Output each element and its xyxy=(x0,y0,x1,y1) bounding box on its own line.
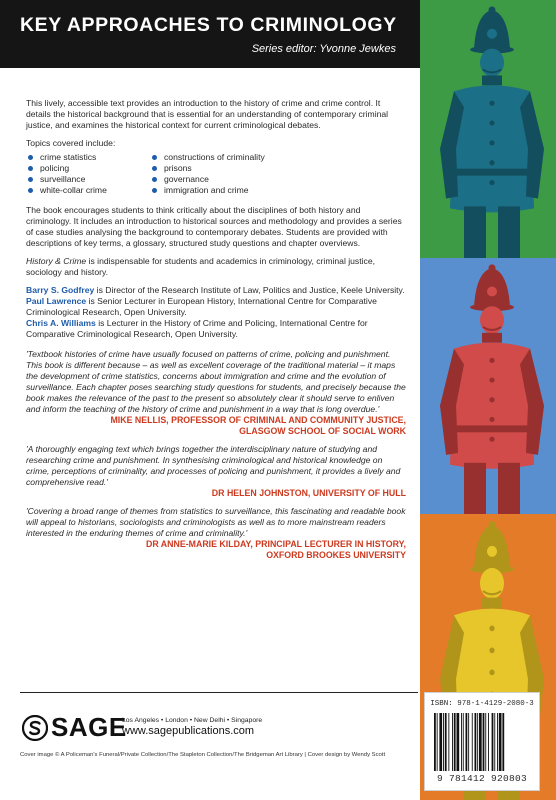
policeman-figure-icon xyxy=(420,0,556,258)
sage-emblem-icon xyxy=(22,715,48,741)
sage-logo xyxy=(22,712,127,743)
topic-item: constructions of criminality xyxy=(150,152,330,163)
review-text: 'A thoroughly engaging text which brings together the interdisciplinary nature of studying and researching crime and punishment. In synthesising criminological and historical knowledge on crime, perceptions of criminality, and processes of policing and punishment, it provides a lively and comprehensive read.' xyxy=(26,444,401,487)
barcode-bar xyxy=(454,713,456,771)
barcode-bar xyxy=(439,713,442,771)
author-bio xyxy=(26,296,406,318)
back-cover-text xyxy=(26,98,406,568)
barcode-bar xyxy=(466,713,468,771)
author-name: Chris A. Williams xyxy=(26,318,96,328)
barcode-icon xyxy=(434,713,530,773)
author-name: Barry S. Godfrey xyxy=(26,285,95,295)
audience-paragraph xyxy=(26,256,406,278)
series-header xyxy=(0,0,420,68)
barcode-bar xyxy=(488,713,489,771)
author-name: Paul Lawrence xyxy=(26,296,87,306)
barcode-bar xyxy=(492,713,494,771)
intro-paragraph: This lively, accessible text provides an introduction to the history of crime and crime control. It details the historical background that is essential for an understanding of contemporary criminal justice, and examines the historical context for current criminological debates. xyxy=(26,98,389,130)
barcode-bar xyxy=(437,713,438,771)
review-credit: DR ANNE-MARIE KILDAY, PRINCIPAL LECTURER IN HISTORY, xyxy=(145,539,406,549)
review-credit: MIKE NELLIS, PROFESSOR OF CRIMINAL AND COMMUNITY JUSTICE, xyxy=(110,415,406,425)
review-quote xyxy=(26,506,406,561)
sage-wordmark: SAGE xyxy=(51,712,127,742)
topic-item: crime statistics xyxy=(26,152,150,163)
barcode-bar xyxy=(479,713,482,771)
barcode-bar xyxy=(475,713,477,771)
topic-item: prisons xyxy=(150,163,330,174)
policeman-panel-green xyxy=(420,0,556,258)
policeman-figure-icon xyxy=(420,258,556,514)
review-quote xyxy=(26,349,406,437)
barcode-bar xyxy=(472,713,473,771)
review-quote xyxy=(26,444,406,499)
review-credit: GLASGOW SCHOOL OF SOCIAL WORK xyxy=(239,426,406,436)
book-title: History & Crime xyxy=(26,256,87,266)
author-affiliation: is Director of the Research Institute of Law, Politics and Justice, Keele University. xyxy=(94,285,405,295)
cover-art-panels xyxy=(420,0,556,800)
topics-heading: Topics covered include: xyxy=(26,138,116,148)
barcode-bar xyxy=(463,713,464,771)
isbn-label: ISBN: 978-1-4129-2080-3 xyxy=(430,700,534,708)
review-credit: OXFORD BROOKES UNIVERSITY xyxy=(266,550,406,560)
audience-text: is indispensable for students and academics in criminology, criminal justice, sociology and history. xyxy=(26,256,375,277)
author-bios xyxy=(26,285,406,340)
barcode-bar xyxy=(434,713,436,771)
publisher-cities: Los Angeles • London • New Delhi • Singapore xyxy=(122,717,263,724)
author-bio xyxy=(26,318,406,340)
author-bio xyxy=(26,285,406,296)
barcode-bar xyxy=(499,713,502,771)
topic-item: policing xyxy=(26,163,150,174)
barcode-bar xyxy=(443,713,444,771)
review-text: 'Covering a broad range of themes from statistics to surveillance, this fascinating and readable book will appeal to historians, sociologists and criminologists as well as to more mainstream readers interested in the enduring themes of crime and criminality.' xyxy=(26,506,406,538)
topic-item: immigration and crime xyxy=(150,185,330,196)
topics-list xyxy=(26,152,406,196)
barcode-bar xyxy=(461,713,462,771)
barcode-box xyxy=(424,692,540,791)
barcode-bar xyxy=(445,713,447,771)
barcode-bar xyxy=(448,713,449,771)
description-paragraph: The book encourages students to think critically about the disciplines of both history and criminology. It includes an introduction to historical sources and methodology and provides a series of case studies analysing the background to contemporary debates. Students are provided with descriptions of key terms, a glossary, structured study questions and chapter overviews. xyxy=(26,205,402,248)
cover-credit: Cover image © A Policeman's Funeral/Private Collection/The Stapleton Collection/The Bridgeman Art Library | Cover design by Wendy Scott xyxy=(20,752,386,758)
barcode-bar xyxy=(483,713,485,771)
review-credit: DR HELEN JOHNSTON, UNIVERSITY OF HULL xyxy=(211,488,406,498)
barcode-bar xyxy=(468,713,469,771)
topics-column-1 xyxy=(26,152,150,196)
barcode-bar xyxy=(452,713,453,771)
publisher-website[interactable]: www.sagepublications.com xyxy=(122,725,255,737)
series-editor: Series editor: Yvonne Jewkes xyxy=(251,43,396,55)
topic-item: governance xyxy=(150,174,330,185)
series-title: KEY APPROACHES TO CRIMINOLOGY xyxy=(20,14,397,36)
review-text: 'Textbook histories of crime have usually focused on patterns of crime, policing and punishment. This book is different because – as well as excellent coverage of the traditional material – it maps the development of crime statistics, concerns about immigration and crime and the evolution of surveillance. Each chapter poses searching study questions for students, and precisely because the book makes the relevance of the past to the present so absolutely clear it should serve to enliven and inform the teaching of the history of crime and punishment in a way that is long overdue.' xyxy=(26,349,406,414)
barcode-bar xyxy=(477,713,478,771)
topic-item: surveillance xyxy=(26,174,150,185)
topics-column-2 xyxy=(150,152,330,196)
author-affiliation: is Lecturer in the History of Crime and Policing, International Centre for Comparative Criminological Research, Open University. xyxy=(26,318,368,339)
policeman-panel-blue xyxy=(420,258,556,514)
barcode-bar xyxy=(485,713,486,771)
footer-rule xyxy=(20,692,418,693)
barcode-bar xyxy=(494,713,495,771)
barcode-bar xyxy=(502,713,504,771)
topic-item: white-collar crime xyxy=(26,185,150,196)
barcode-bar xyxy=(457,713,460,771)
barcode-bar xyxy=(497,713,498,771)
barcode-digits: 9 781412 920803 xyxy=(436,773,527,784)
author-affiliation: is Senior Lecturer in European History, International Centre for Comparative Criminological Research, Open University. xyxy=(26,296,377,317)
